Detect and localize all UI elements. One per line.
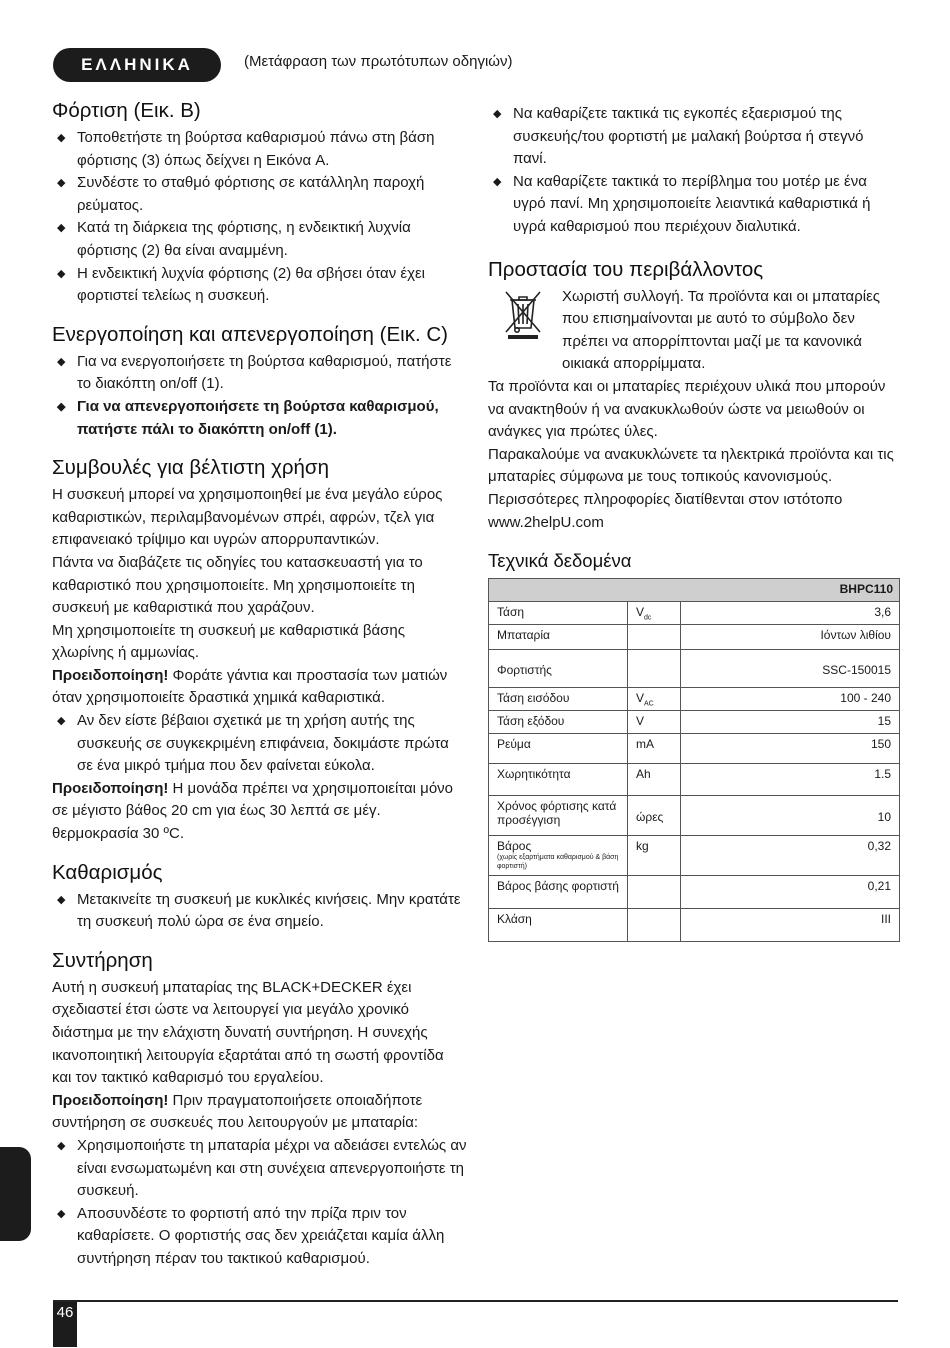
list-item: ◆ Για να ενεργοποιήσετε τη βούρτσα καθαρισμού, πατήστε το διακόπτη on/off (1). (57, 352, 452, 393)
diamond-bullet-icon: ◆ (57, 177, 66, 190)
cleaning-section (52, 860, 467, 934)
model-cell: BHPC110 (489, 579, 900, 602)
tips-title: Συμβουλές για βέλτιστη χρήση (52, 456, 329, 480)
table-row: Τάση εισόδου $V_{AC}$ 100 - 240 (489, 688, 900, 711)
table-row: Τάση $V_{dc}$ 3,6 (489, 602, 900, 625)
environment-paragraph: Περισσότερες πληροφορίες διατίθενται στον ιστότοπο www.2helpU.com (488, 490, 843, 531)
diamond-bullet-icon: ◆ (57, 222, 66, 235)
table-row: Βάρος βάσης φορτιστή 0,21 (489, 876, 900, 909)
list-item: ◆ Αν δεν είστε βέβαιοι σχετικά με τη χρήση αυτής της συσκευής σε συγκεκριμένη επιφάνεια, δοκιμάστε πρώτα σε ένα μικρό τμήμα που δεν φαίνεται εύκολα. (57, 712, 449, 775)
list-item: ◆ Κατά τη διάρκεια της φόρτισης, η ενδεικτική λυχνία φόρτισης (2) θα είναι αναμμένη. (57, 219, 411, 259)
weee-notice (488, 286, 900, 376)
tech-title: Τεχνικά δεδομένα (488, 550, 632, 572)
diamond-bullet-icon: ◆ (57, 1207, 66, 1220)
table-row: Κλάση III (489, 909, 900, 942)
list-item: ◆ Χρησιμοποιήστε τη μπαταρία μέχρι να αδειάσει εντελώς αν είναι ενσωματωμένη και στη συνέχεια απενεργοποιήστε τη συσκευή. (57, 1136, 467, 1200)
spec-table (488, 578, 900, 942)
table-row: Τάση εξόδου V 15 (489, 711, 900, 734)
diamond-bullet-icon: ◆ (57, 1139, 66, 1152)
translation-note: (Μετάφραση των πρωτότυπων οδηγιών) (244, 53, 513, 70)
maintenance-section (52, 948, 467, 1271)
diamond-bullet-icon: ◆ (57, 267, 66, 280)
maintenance-list (52, 1135, 467, 1271)
table-row: Χρόνος φόρτισης κατά προσέγγιση ώρες 10 (489, 796, 900, 836)
list-item: ◆ Τοποθετήστε τη βούρτσα καθαρισμού πάνω στη βάση φόρτισης (3) όπως δείχνει η Εικόνα A. (57, 129, 435, 169)
table-row: Βάρος (χωρίς εξαρτήματα καθαρισμού & βάση φορτιστή) kg 0,32 (489, 836, 900, 876)
charging-list (52, 127, 467, 308)
onoff-title: Ενεργοποίηση και απενεργοποίηση (Εικ. C) (52, 322, 448, 346)
list-item: ◆ Να καθαρίζετε τακτικά το περίβλημα του μοτέρ με ένα υγρό πανί. Μη χρησιμοποιείτε λειαντικά καθαριστικά ή υγρά καθαρισμού που περιέχουν διαλυτικά. (493, 172, 871, 235)
diamond-bullet-icon: ◆ (57, 893, 66, 906)
charging-section (52, 98, 467, 308)
tips-paragraph: Μη χρησιμοποιείτε τη συσκευή με καθαριστικά βάσης χλωρίνης ή αμμωνίας. (52, 621, 405, 662)
tips-paragraph: Η συσκευή μπορεί να χρησιμοποιηθεί με ένα μεγάλο εύρος καθαριστικών, περιλαμβανομένων σπρέι, αφρών, τζελ για επιφανειακό τρίψιμο και υγρών απορρυπαντικών. (52, 486, 443, 549)
list-item: ◆ Αποσυνδέστε το φορτιστή από την πρίζα πριν τον καθαρίσετε. Ο φορτιστής σας δεν χρειάζεται καμία άλλη συντήρηση πέραν του τακτικού καθαρισμού. (57, 1204, 445, 1267)
diamond-bullet-icon: ◆ (493, 175, 502, 188)
table-row: Μπαταρία Ιόντων λιθίου (489, 625, 900, 650)
list-item: ◆ Να καθαρίζετε τακτικά τις εγκοπές εξαερισμού της συσκευής/του φορτιστή με μαλακή βούρτσα ή στεγνό πανί. (493, 105, 864, 168)
table-row: Φορτιστής SSC-150015 (489, 650, 900, 688)
tips-paragraph: Πάντα να διαβάζετε τις οδηγίες του κατασκευαστή για το καθαριστικό που χρησιμοποιείτε. Μη χρησιμοποιείτε τη συσκευή με καθαριστικά που χαράζουν. (52, 553, 423, 617)
list-item: ◆ Μετακινείτε τη συσκευή με κυκλικές κινήσεις. Μην κρατάτε τη συσκευή πολύ ώρα σε ένα σημείο. (57, 890, 461, 931)
charging-title: Φόρτιση (Εικ. B) (52, 99, 201, 122)
cleaning-title: Καθαρισμός (52, 860, 163, 884)
list-item: ◆ Συνδέστε το σταθμό φόρτισης σε κατάλληλη παροχή ρεύματος. (57, 174, 425, 214)
weee-text: Χωριστή συλλογή. Τα προϊόντα και οι μπαταρίες που επισημαίνονται με αυτό το σύμβολο δεν πρέπει να απορρίπτονται μαζί με τα κανονικά οικιακά απορρίμματα. (562, 287, 881, 373)
maintenance-warning: Προειδοποίηση! Πριν πραγματοποιήσετε οποιαδήποτε συντήρηση σε συσκευές που λειτουργούν με μπαταρία: (52, 1091, 423, 1132)
crossed-out-wheelie-bin-icon (498, 288, 548, 340)
tips-warning: Προειδοποίηση! Φοράτε γάντια και προστασία των ματιών όταν χρησιμοποιείτε δραστικά χημικά καθαριστικά. (52, 666, 448, 707)
diamond-bullet-icon: ◆ (57, 715, 66, 728)
environment-section (488, 257, 900, 535)
onoff-section (52, 322, 467, 441)
tips-list (52, 710, 467, 778)
tips-section (52, 455, 467, 846)
environment-paragraph: Τα προϊόντα και οι μπαταρίες περιέχουν υλικά που μπορούν να ανακτηθούν ή να ανακυκλωθούν ώστε να μειωθούν οι ανάγκες για πρώτες ύλες. (488, 377, 886, 441)
table-row: Χωρητικότητα Ah 1.5 (489, 764, 900, 796)
right-column (488, 103, 900, 942)
diamond-bullet-icon: ◆ (57, 132, 66, 144)
list-item: ◆ Για να απενεργοποιήσετε τη βούρτσα καθαρισμού, πατήστε πάλι το διακόπτη on/off (1). (57, 397, 439, 438)
onoff-list (52, 351, 467, 441)
page-number: 46 (53, 1302, 77, 1347)
maintenance-paragraph: Αυτή η συσκευή μπαταρίας της BLACK+DECKER έχει σχεδιαστεί έτσι ώστε να λειτουργεί για μεγάλο χρονικό διάστημα με την ελάχιστη δυνατή συντήρηση. Η συνεχής ικανοποιητική λειτουργία εξαρτάται από τη σωστή φροντίδα και τον τακτικό καθαρισμό του εργαλείου. (52, 978, 444, 1087)
cleaning-list (52, 889, 467, 934)
table-row: Ρεύμα mA 150 (489, 734, 900, 764)
diamond-bullet-icon: ◆ (493, 108, 502, 120)
tech-section (488, 548, 900, 942)
footer-divider (53, 1300, 898, 1302)
list-item: ◆ Η ενδεικτική λυχνία φόρτισης (2) θα σβήσει όταν έχει φορτιστεί τελείως η συσκευή. (57, 264, 425, 305)
side-language-tab (0, 1147, 31, 1241)
language-badge: ΕΛΛΗΝΙΚΑ (53, 48, 221, 82)
diamond-bullet-icon: ◆ (57, 400, 66, 413)
table-header-row (489, 579, 900, 602)
maintenance-list-continued (488, 103, 900, 239)
tips-warning: Προειδοποίηση! Η μονάδα πρέπει να χρησιμοποιείται μόνο σε μέγιστο βάθος 20 cm για έως 30 λεπτά σε μέγ. θερμοκρασία 30 ºC. (52, 779, 454, 843)
maintenance-title: Συντήρηση (52, 948, 153, 972)
environment-paragraph: Παρακαλούμε να ανακυκλώνετε τα ηλεκτρικά προϊόντα και τις μπαταρίες σύμφωνα με τους τοπικούς κανονισμούς. (488, 445, 894, 486)
left-column (52, 98, 467, 1285)
diamond-bullet-icon: ◆ (57, 355, 66, 368)
environment-title: Προστασία του περιβάλλοντος (488, 257, 764, 281)
